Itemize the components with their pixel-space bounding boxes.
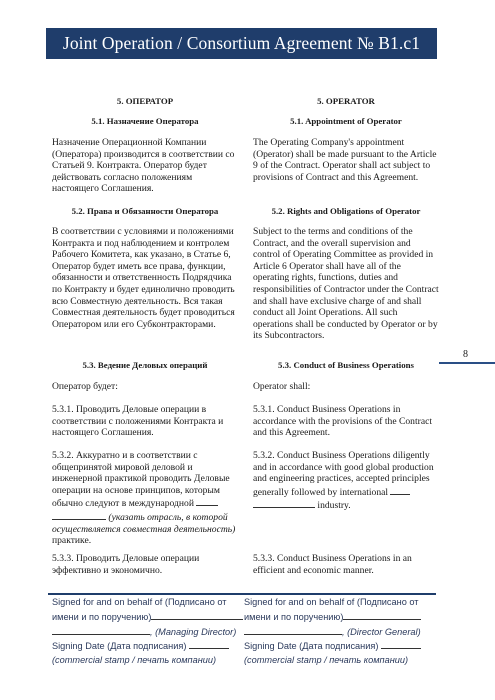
footer-signature-left (52, 596, 242, 668)
en-s531: 5.3.1. Conduct Business Operations in accordance with the provisions of the Contract and this Agreement. (253, 404, 433, 439)
footer-left-role: , (Managing Director) (150, 626, 237, 637)
footer-signature-right (244, 596, 434, 668)
header-title: Joint Operation / Consortium Agreement № B1.c1 (62, 33, 421, 53)
footer-right-date: Signing Date (Дата подписания) (244, 641, 379, 652)
en-s51-body: The Operating Company's appointment (Operator) shall be made pursuant to the Article 9 of the Contract. Operator shall act subject to provisions of Contract and this Agreement. (253, 137, 437, 183)
ru-s53-title: 5.3. Ведение Деловых операций (82, 360, 208, 370)
en-s533: 5.3.3. Conduct Business Operations in an efficient and economic manner. (253, 553, 412, 576)
name-blank (52, 625, 150, 635)
ru-s532: 5.3.2. Аккуратно и в соответствии с общепринятой мировой деловой и инженерной практикой проводить Деловые операции на основе принципов, которым обычно следуют в международной (указать отрасль, в которой осуществляется совместная деятельность) практике. (52, 450, 236, 547)
ru-s532-italic: (указать отрасль, в которой осуществляется совместная деятельность) (52, 511, 236, 535)
document-header (46, 28, 437, 59)
ru-s52-title: 5.2. Права и Обязанности Оператора (71, 206, 219, 216)
footer-right-line2: имени и по поручению) (244, 611, 344, 622)
footer-right-role: , (Director General) (342, 626, 421, 637)
ru-s51-title: 5.1. Назначение Оператора (91, 116, 199, 126)
footer-left-date: Signing Date (Дата подписания) (52, 641, 187, 652)
date-blank (189, 639, 229, 649)
en-section-title: 5. OPERATOR (317, 96, 375, 106)
ru-s533: 5.3.3. Проводить Деловые операции эффективно и экономично. (52, 553, 200, 576)
footer-divider (48, 593, 436, 595)
ru-s52-body: В соответствии с условиями и положениями Контракта и под наблюдением и контролем Рабочего Комитета, как указано, в Статье 6, Оператор будет иметь все права, функции, обязанности и ответственность Подрядчика по Контракту и будет единолично проводить всю Совместную деятельность. Вся такая Совместная деятельность будет проводиться Оператором или его Субконтракторами. (52, 226, 235, 330)
ru-s53-intro: Оператор будет: (52, 381, 118, 392)
ru-s531: 5.3.1. Проводить Деловые операции в соответствии с положениями Контракта и настоящего Соглашения. (52, 404, 224, 439)
en-s532: 5.3.2. Conduct Business Operations diligently and in accordance with good global production and engineering practices, accepted principles generally followed by international industry. (253, 450, 434, 512)
signature-blank (151, 610, 243, 620)
footer-left-stamp: (commercial stamp / печать компании) (52, 655, 217, 666)
page-number: 8 (463, 349, 468, 360)
en-s53-title: 5.3. Conduct of Business Operations (278, 360, 414, 370)
en-s51-title: 5.1. Appointment of Operator (290, 116, 402, 126)
signature-blank (343, 610, 421, 620)
ru-section-title: 5. ОПЕРАТОР (116, 96, 174, 106)
page-number-rule (439, 362, 495, 364)
footer-left-line2: имени и по поручению) (52, 611, 152, 622)
en-s52-title: 5.2. Rights and Obligations of Operator (271, 206, 421, 216)
en-s53-intro: Operator shall: (253, 381, 311, 392)
footer-right-stamp: (commercial stamp / печать компании) (244, 655, 409, 666)
footer-left-line1: Signed for and on behalf of (Подписано от (52, 597, 227, 607)
en-s52-body: Subject to the terms and conditions of the Contract, and the overall supervision and control of Operating Committee as provided in Article 6 Operator shall have all of the operating rights, functions, duties and responsibilities of Contractor under the Contract and shall have exclusive charge of and shall conduct all Joint Operations. All such operations shall be conducted by Operator or by its Subcontractors. (253, 226, 439, 342)
name-blank (244, 625, 342, 635)
footer-right-line1: Signed for and on behalf of (Подписано от (244, 597, 419, 607)
ru-s51-body: Назначение Операционной Компании (Оператора) производится в соответствии со Статьей 9. Контракта. Оператор будет действовать согласно положениям настоящего Соглашения. (52, 137, 235, 195)
date-blank (381, 639, 421, 649)
